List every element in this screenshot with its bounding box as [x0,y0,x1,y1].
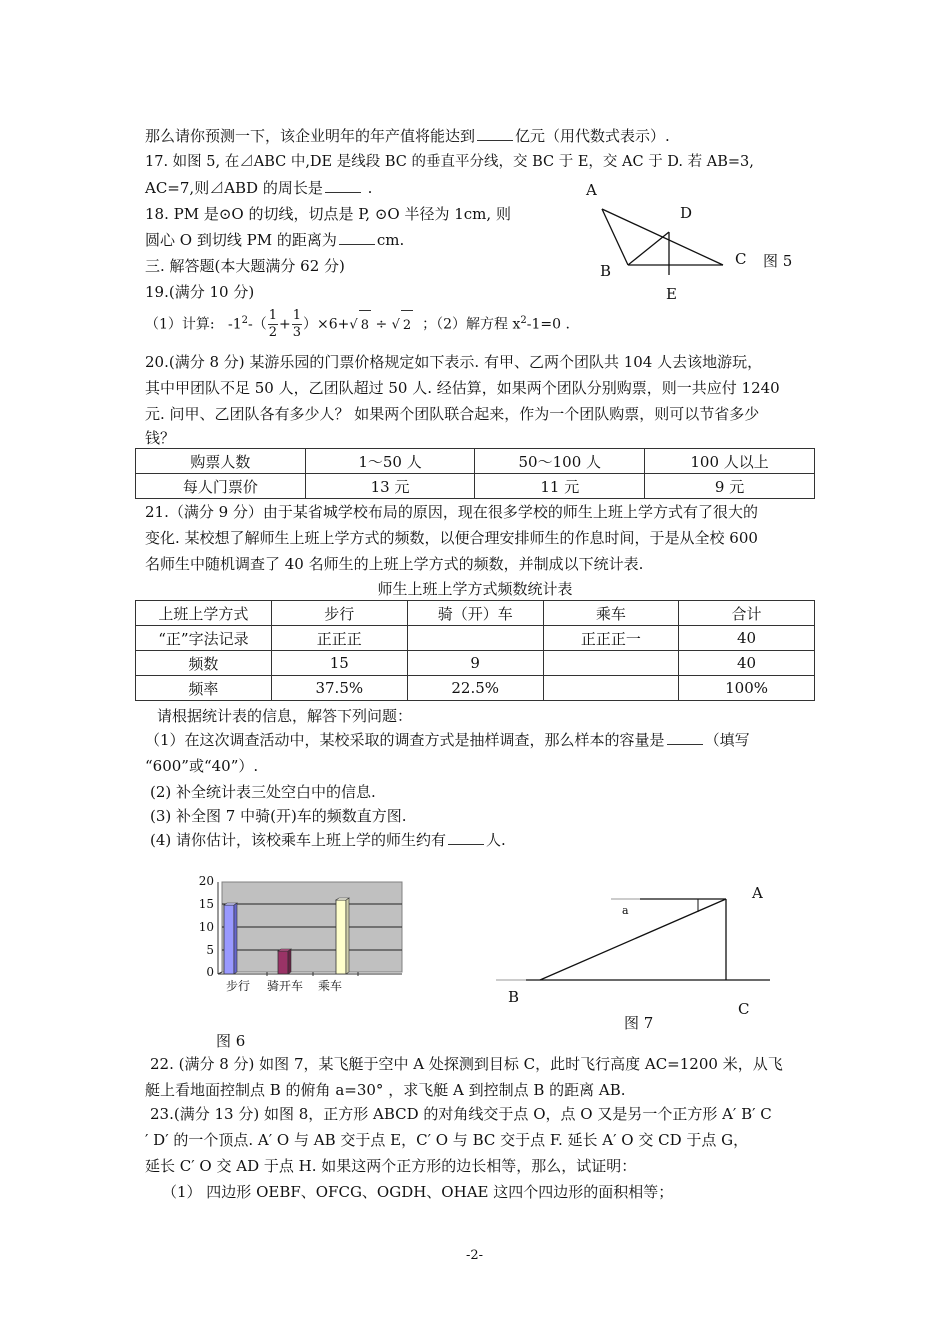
table-cell: 上班上学方式 [136,601,272,626]
answer-blank [339,232,375,245]
q21-line2: 变化. 某校想了解师生上班上学方式的频数，以便合理安排师生的作息时间，于是从全校 600 [145,529,758,547]
q18-line1: 18. PM 是⊙O 的切线，切点是 P, ⊙O 半径为 1cm, 则 [145,205,511,223]
divide: ÷ [375,316,388,333]
answer-blank [667,732,703,745]
q19-calc [145,306,570,341]
table-cell: 100% [679,676,815,701]
table-cell: 22.5% [407,676,543,701]
table-cell: 100 人以上 [645,449,815,474]
section-heading: 三. 解答题(本大题满分 62 分) [145,257,345,275]
table-cell: 40 [679,626,815,651]
table-cell: 正正正 [271,626,407,651]
table-cell: 骑（开）车 [407,601,543,626]
table-row [136,449,815,474]
table-row [136,676,815,701]
q20-line2: 其中甲团队不足 50 人，乙团队超过 50 人. 经估算，如果两个团队分别购票，则一共应付 1240 [145,379,780,397]
exponent: 2 [520,315,527,326]
radicand: 8 [359,310,371,341]
table-cell: 50～100 人 [475,449,645,474]
fraction-third [292,308,302,341]
q21-sub4-text: (4) 请你估计，该校乘车上班上学的师生约有 [150,831,447,849]
q23-line2: ′ D′ 的一个顶点. A′ O 与 AB 交于点 E，C′ O 与 BC 交于点 F. 延长 A′ O 交 CD 于点 G， [145,1131,749,1149]
q21-sub3: (3) 补全图 7 中骑(开)车的频数直方图. [150,807,407,825]
x-label: 乘车 [318,979,343,993]
expr: ；（2）解方程 x [422,316,521,333]
q18-text-after: cm. [376,231,405,249]
q23-sub1: （1） 四边形 OEBF、OFCG、OGDH、OHAE 这四个四边形的面积相等； [162,1183,674,1201]
table-row [136,474,815,499]
table-cell: 步行 [271,601,407,626]
table-cell: 购票人数 [136,449,306,474]
x-label: 步行 [226,979,251,993]
expr: -（ [248,316,267,333]
figure-caption: 图 7 [624,1014,654,1032]
sqrt-icon: √ [349,317,358,333]
answer-blank [448,832,484,845]
answer-blank [477,128,513,141]
table-cell: 13 元 [305,474,475,499]
table-cell: 9 元 [645,474,815,499]
q17-line2 [145,178,372,198]
page-number: -2- [466,1248,484,1263]
radicand: 2 [401,310,413,341]
q21-sub2: (2) 补全统计表三处空白中的信息. [150,783,376,801]
q21-sub1-text: （1）在这次调查活动中，某校采取的调查方式是抽样调查，那么样本的容量是 [145,731,665,749]
q21-line3: 名师生中随机调查了 40 名师生的上班上学方式的频数，并制成以下统计表. [145,555,644,573]
y-tick: 20 [198,874,214,888]
table-cell: 合计 [679,601,815,626]
y-tick: 0 [206,965,214,979]
table-row [136,626,815,651]
x-label: 骑开车 [267,979,304,993]
expr: -1=0 . [526,316,570,333]
label-c: C [735,250,747,268]
label-e: E [666,285,677,303]
y-tick: 15 [198,897,214,911]
q17-text: AC=7,则⊿ABD 的周长是 [145,179,323,197]
q18-line2 [145,230,404,250]
q21-sub1a [145,730,750,750]
table-cell: 15 [271,651,407,676]
numerator: 1 [268,308,278,324]
y-tick: 10 [198,920,214,934]
stats-table [135,600,815,701]
q18-text: 圆心 O 到切线 PM 的距离为 [145,231,337,249]
table-cell: “正”字法记录 [136,626,272,651]
answer-blank [325,180,361,193]
q16-text-after: 亿元（用代数式表示）. [515,127,670,145]
table-row [136,651,815,676]
table-cell-blank [543,676,678,701]
expr: -1 [227,316,242,333]
table-title: 师生上班上学方式频数统计表 [377,580,573,598]
q21-sub1b: “600”或“40”）. [145,757,259,775]
q19-header: 19.(满分 10 分) [145,283,255,301]
angle-label: a [622,904,629,917]
q22-line2: 艇上看地面控制点 B 的俯角 a=30° ，求飞艇 A 到控制点 B 的距离 AB. [145,1081,626,1099]
table-cell: 频数 [136,651,272,676]
fraction-half [268,308,278,341]
table-cell-blank [543,651,678,676]
q21-prompt: 请根据统计表的信息，解答下列问题： [157,707,413,725]
exponent: 2 [241,315,248,326]
table-cell: 9 [407,651,543,676]
figure-caption: 图 6 [216,1032,246,1050]
table-cell: 正正正一 [543,626,678,651]
table-cell: 乘车 [543,601,678,626]
label-d: D [680,204,693,222]
q22-line1: 22. (满分 8 分) 如图 7，某飞艇于空中 A 处探测到目标 C，此时飞行高度 AC=1200 米，从飞 [150,1055,783,1073]
denominator: 3 [292,325,302,341]
label-b: B [508,988,520,1006]
table-cell: 37.5% [271,676,407,701]
figure-caption: 图 5 [763,252,793,270]
table-row [136,601,815,626]
table-cell: 每人门票价 [136,474,306,499]
q20-line1: 20.(满分 8 分) 某游乐园的门票价格规定如下表示. 有甲、乙两个团队共 104 人去该地游玩， [145,353,763,371]
q23-line3: 延长 C′ O 交 AD 于点 H. 如果这两个正方形的边长相等，那么，试证明： [145,1157,637,1175]
table-cell: 频率 [136,676,272,701]
label-b: B [600,262,612,280]
q16-tail [145,126,670,146]
q20-line4: 钱？ [145,429,176,447]
q21-sub4 [150,830,506,850]
y-tick: 5 [206,943,214,957]
calc-label: （1）计算: [145,316,215,333]
q17-line1: 17. 如图 5, 在⊿ABC 中,DE 是线段 BC 的垂直平分线，交 BC 于 E，交 AC 于 D. 若 AB=3, [145,154,754,170]
expr: ）×6+ [303,316,350,333]
ticket-price-table [135,448,815,499]
table-cell: 1～50 人 [305,449,475,474]
table-cell: 11 元 [475,474,645,499]
plus: + [279,316,291,333]
q17-text-after: . [362,179,373,197]
label-c: C [738,1000,750,1018]
label-a: A [752,884,763,902]
q16-text: 那么请你预测一下，该企业明年的年产值将能达到 [145,127,476,145]
q20-line3: 元. 问甲、乙团队各有多少人？ 如果两个团队联合起来，作为一个团队购票，则可以节省多少 [145,405,760,423]
table-cell-blank [407,626,543,651]
sqrt-icon: √ [391,317,400,333]
q21-line1: 21.（满分 9 分）由于某省城学校布局的原因，现在很多学校的师生上班上学方式有了很大的 [145,503,758,521]
q21-sub4-text-after: 人. [486,831,506,849]
table-cell: 40 [679,651,815,676]
denominator: 2 [268,325,278,341]
label-a: A [586,181,597,199]
q23-line1: 23.(满分 13 分) 如图 8，正方形 ABCD 的对角线交于点 O，点 O 又是另一个正方形 A′ B′ C [150,1105,772,1123]
q21-sub1-text-after: （填写 [704,731,750,749]
numerator: 1 [292,308,302,324]
triangle-diagram [570,175,810,305]
bar-chart-plot [216,878,406,978]
